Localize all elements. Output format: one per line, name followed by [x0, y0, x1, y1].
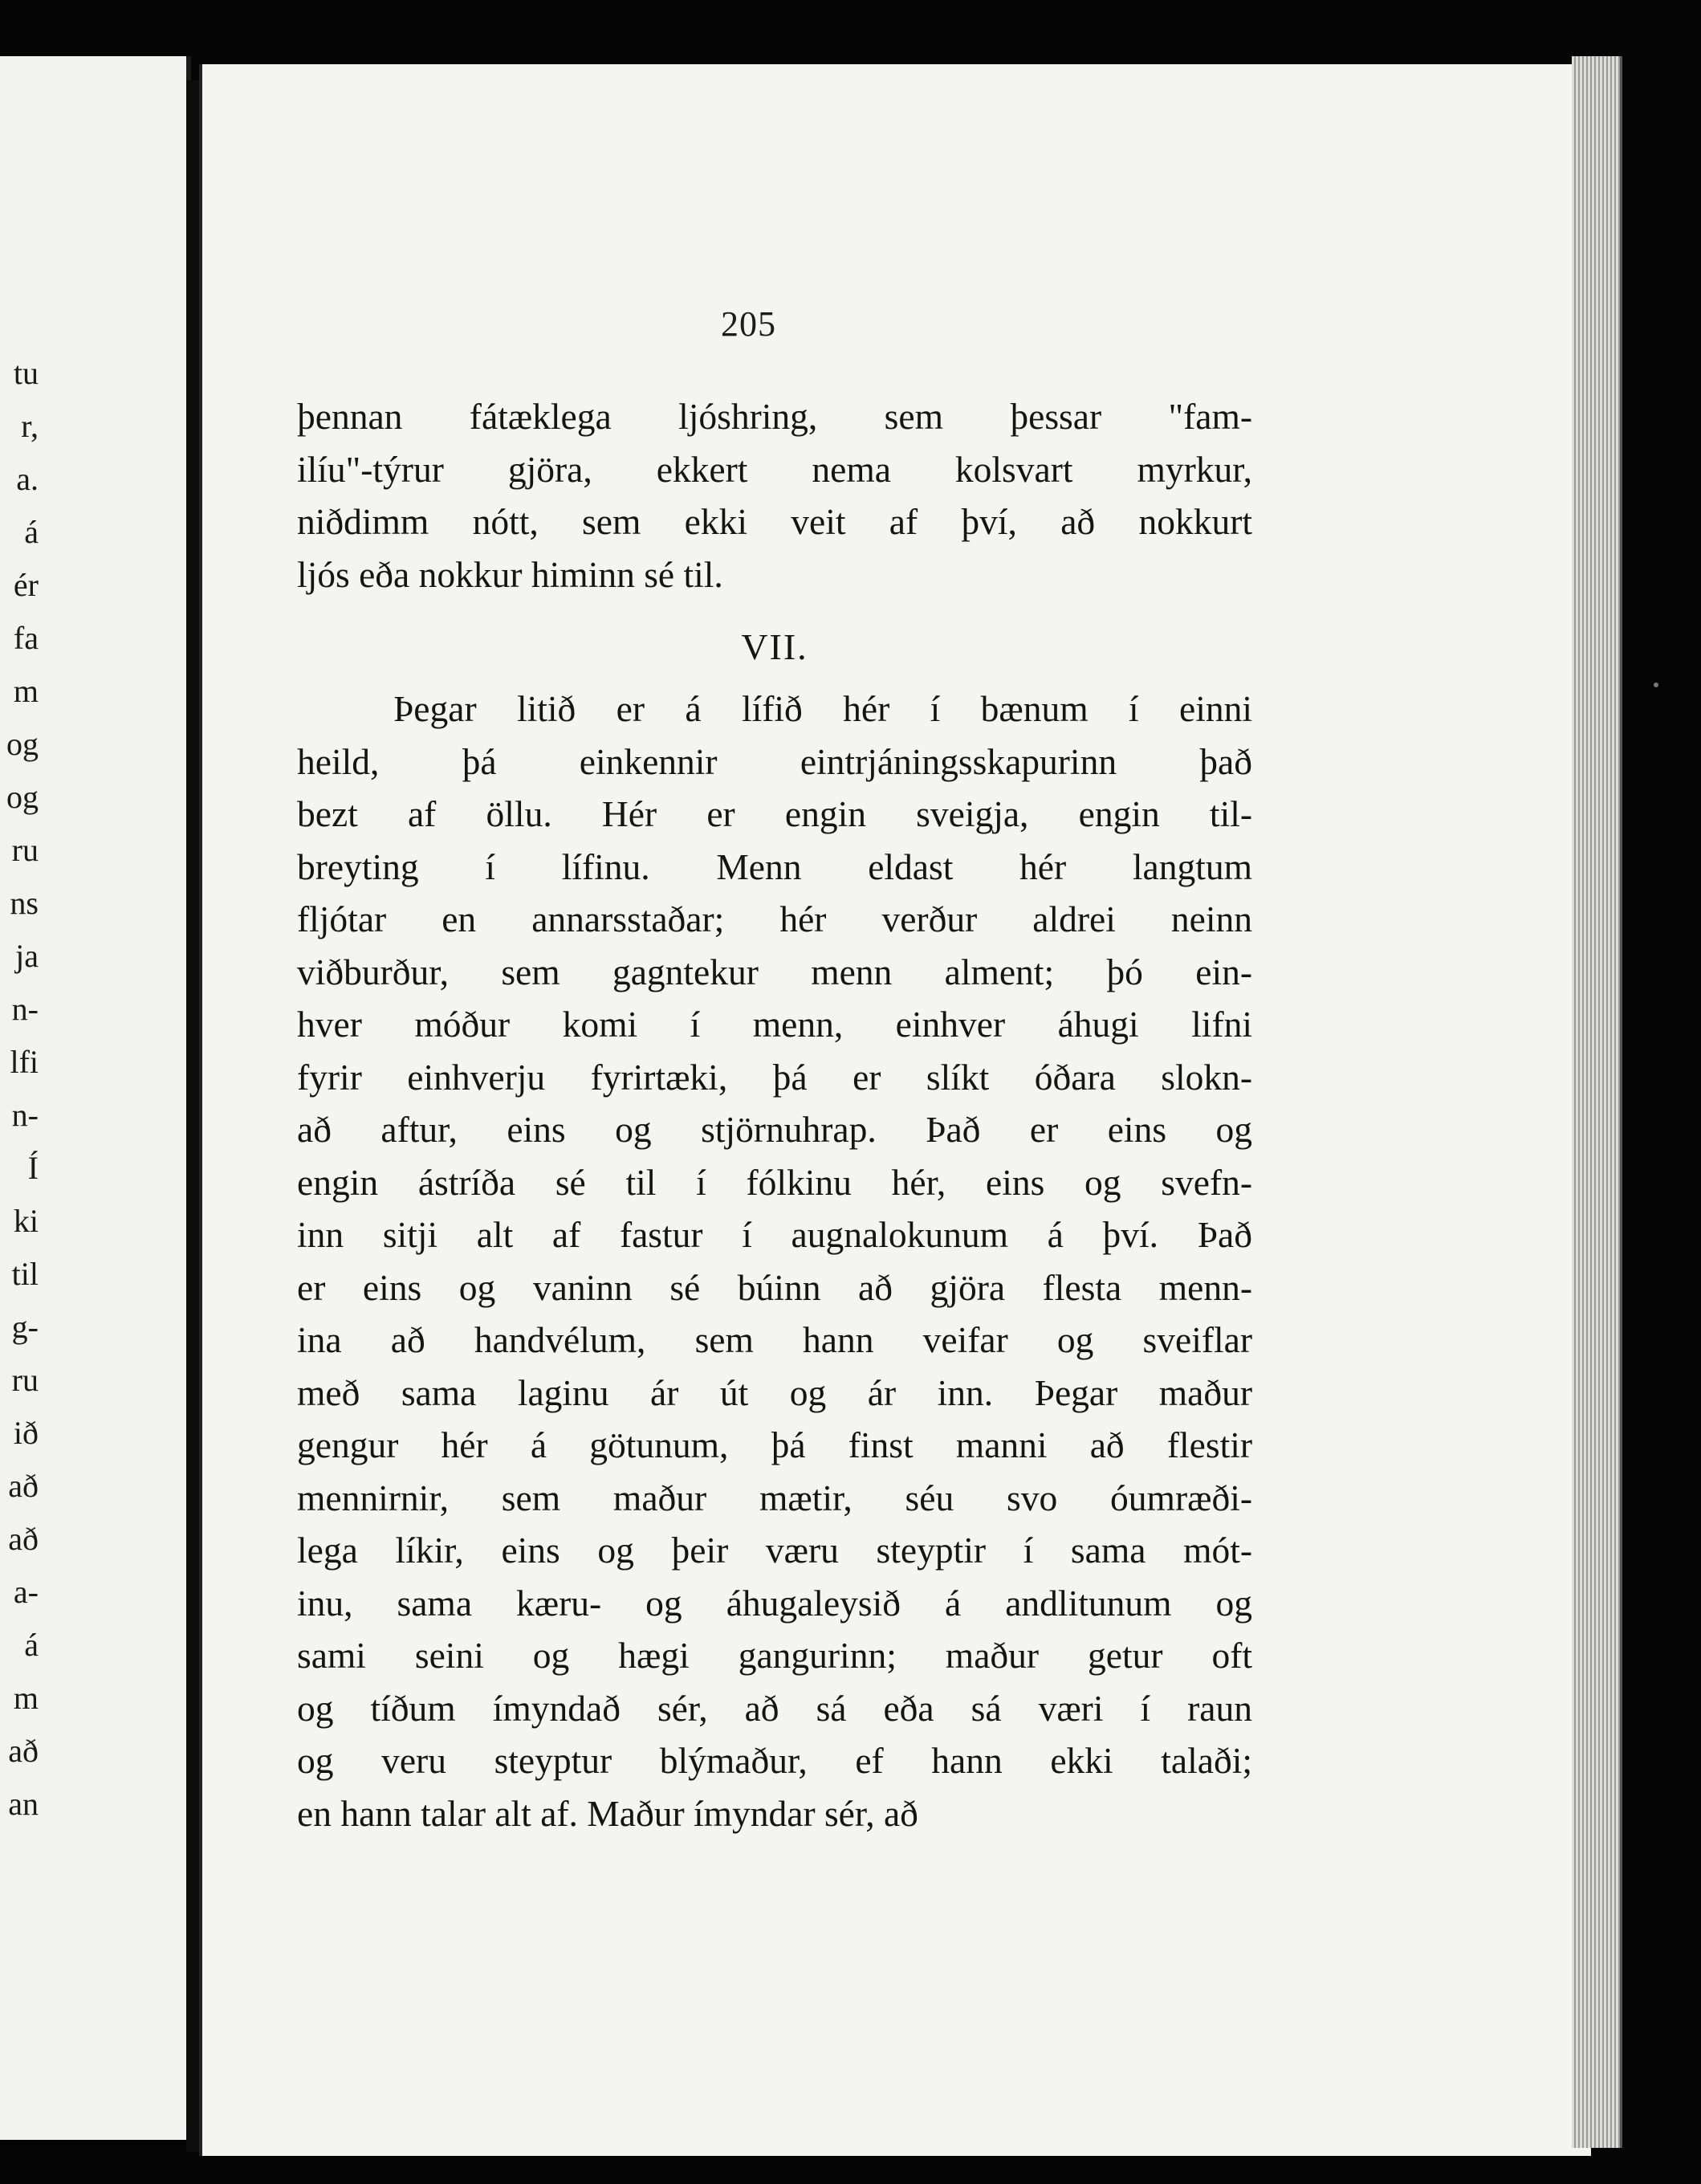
text-line: hver móður komi í menn, einhver áhugi lifni: [297, 1004, 1252, 1045]
text-line: viðburður, sem gagntekur menn alment; þó ein-: [297, 951, 1252, 992]
text-line: gengur hér á götunum, þá finst manni að flestir: [297, 1424, 1252, 1465]
left-fragment: an: [8, 1786, 39, 1822]
text-line: inu, sama kæru- og áhugaleysið á andlitunum og: [297, 1582, 1252, 1624]
left-fragment: og: [6, 726, 39, 762]
text-line: og tíðum ímyndað sér, að sá eða sá væri í raun: [297, 1687, 1252, 1729]
left-fragment: ns: [10, 885, 39, 921]
text-line: inn sitji alt af fastur í augnalokunum á því. Það: [297, 1214, 1252, 1255]
left-fragment: m: [13, 1680, 39, 1716]
left-fragment: að: [8, 1521, 39, 1557]
left-fragment: Í: [27, 1150, 39, 1186]
left-fragment: ja: [15, 938, 39, 974]
left-fragment: að: [8, 1733, 39, 1769]
left-fragment: á: [24, 514, 39, 550]
left-fragment: a.: [16, 461, 39, 497]
left-page-text-fragments: [0, 347, 39, 1831]
text-line: ilíu"-týrur gjöra, ekkert nema kolsvart myrkur,: [297, 448, 1252, 490]
left-fragment: á: [24, 1627, 39, 1663]
left-fragment: g-: [11, 1309, 39, 1345]
left-fragment: til: [11, 1256, 39, 1292]
left-fragment: að: [8, 1468, 39, 1504]
left-fragment: n-: [11, 1097, 39, 1133]
text-line: heild, þá einkennir eintrjáningsskapurinn það: [297, 740, 1252, 782]
text-line: fyrir einhverju fyrirtæki, þá er slíkt óðara slokn-: [297, 1056, 1252, 1098]
left-fragment: ru: [11, 1362, 39, 1398]
text-line: ljós eða nokkur himinn sé til.: [297, 553, 723, 595]
left-fragment: fa: [13, 620, 39, 656]
section-heading: VII.: [741, 626, 808, 667]
text-line: engin ástríða sé til í fólkinu hér, eins og svefn-: [297, 1161, 1252, 1203]
text-line: mennirnir, sem maður mætir, séu svo óumræði-: [297, 1477, 1252, 1518]
left-fragment: m: [13, 673, 39, 709]
left-fragment: og: [6, 779, 39, 815]
left-fragment: ki: [13, 1203, 39, 1239]
page-edges: [1572, 56, 1622, 2148]
left-fragment: ér: [13, 567, 39, 603]
text-line: ina að handvélum, sem hann veifar og sveiflar: [297, 1319, 1252, 1360]
left-fragment: r,: [21, 408, 39, 444]
text-line: þennan fátæklega ljóshring, sem þessar "fam-: [297, 396, 1252, 437]
text-line: lega líkir, eins og þeir væru steyptir í sama mót-: [297, 1530, 1252, 1571]
text-line: sami seini og hægi gangurinn; maður getur oft: [297, 1635, 1252, 1676]
text-line: að aftur, eins og stjörnuhrap. Það er eins og: [297, 1109, 1252, 1150]
text-line: bezt af öllu. Hér er engin sveigja, engin til-: [297, 793, 1252, 834]
left-fragment: lfi: [10, 1044, 39, 1080]
text-line: fljótar en annarsstaðar; hér verður aldrei neinn: [297, 898, 1252, 939]
text-line: Þegar litið er á lífið hér í bænum í einni: [393, 688, 1252, 729]
text-line: með sama laginu ár út og ár inn. Þegar maður: [297, 1371, 1252, 1413]
paragraph-before-heading: [297, 390, 1252, 601]
scan-speck: [1654, 682, 1658, 687]
left-fragment: ru: [11, 832, 39, 868]
text-line: og veru steyptur blýmaður, ef hann ekki talaði;: [297, 1740, 1252, 1781]
paragraph-after-heading: [297, 682, 1252, 1840]
text-line: breyting í lífinu. Menn eldast hér langtum: [297, 845, 1252, 887]
left-fragment: ið: [13, 1415, 39, 1451]
page-body: [297, 390, 1252, 1840]
page-number: 205: [721, 304, 776, 344]
text-line: er eins og vaninn sé búinn að gjöra flesta menn-: [297, 1266, 1252, 1308]
left-facing-page: [0, 56, 191, 2140]
left-fragment: tu: [13, 355, 39, 391]
text-line: en hann talar alt af. Maður ímyndar sér, að: [297, 1792, 918, 1834]
left-fragment: a-: [13, 1574, 39, 1610]
left-fragment: n-: [11, 991, 39, 1027]
text-line: niðdimm nótt, sem ekki veit af því, að nokkurt: [297, 501, 1252, 542]
